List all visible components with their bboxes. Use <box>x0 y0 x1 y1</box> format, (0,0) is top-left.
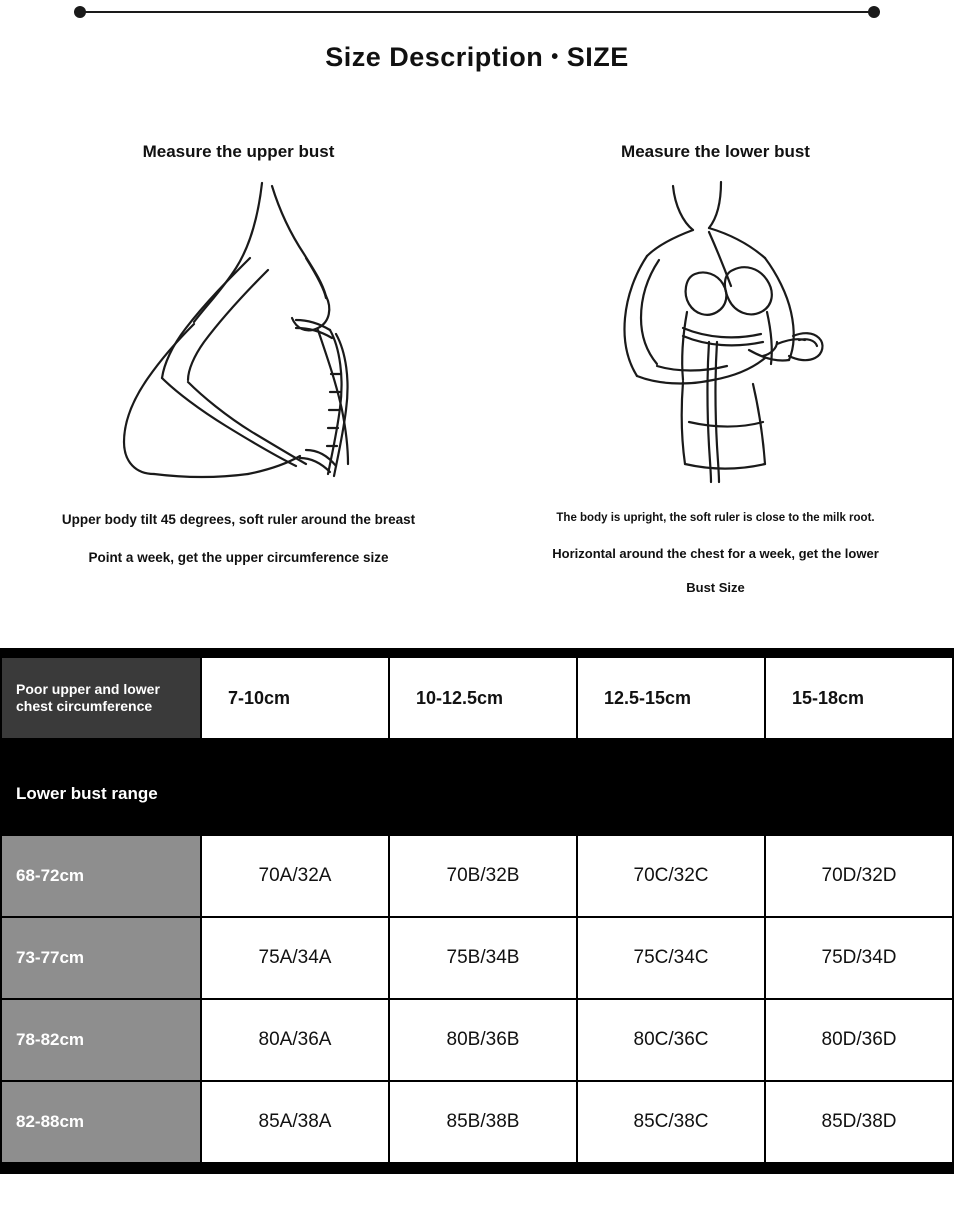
cell-range-3: 78-82cm <box>1 999 201 1081</box>
cell-difference-header: Poor upper and lower chest circumference <box>1 657 201 739</box>
cell-difference-value-3: 12.5-15cm <box>577 657 765 739</box>
size-table <box>0 656 954 1164</box>
divider-line <box>80 11 874 13</box>
lower-bust-measure-illustration <box>477 178 954 488</box>
cell-lower-bust-blank-4 <box>765 753 953 835</box>
spacer-cell-5 <box>765 739 953 753</box>
spacer-cell-3 <box>389 739 577 753</box>
cell-size-1-4: 70D/32D <box>765 835 953 917</box>
illustration-panels <box>0 130 954 620</box>
table-row-spacer <box>1 739 953 753</box>
cell-range-2: 73-77cm <box>1 917 201 999</box>
spacer-cell-4 <box>577 739 765 753</box>
cell-difference-value-1: 7-10cm <box>201 657 389 739</box>
cell-size-4-2: 85B/38B <box>389 1081 577 1163</box>
cell-lower-bust-blank-1 <box>201 753 389 835</box>
panel-lower-bust-caption-2: Horizontal around the chest for a week, get the lower <box>552 546 879 561</box>
panel-lower-bust-caption-3: Bust Size <box>686 580 745 595</box>
table-row <box>1 999 953 1081</box>
panel-upper-bust <box>0 130 477 620</box>
cell-size-4-3: 85C/38C <box>577 1081 765 1163</box>
cell-size-1-3: 70C/32C <box>577 835 765 917</box>
table-row <box>1 1081 953 1163</box>
panel-lower-bust-caption-1: The body is upright, the soft ruler is close to the milk root. <box>556 512 875 524</box>
panel-upper-bust-heading: Measure the upper bust <box>142 142 335 161</box>
top-divider <box>0 0 954 24</box>
spacer-cell-2 <box>201 739 389 753</box>
cell-size-2-1: 75A/34A <box>201 917 389 999</box>
divider-dot-right <box>868 6 880 18</box>
cell-size-4-1: 85A/38A <box>201 1081 389 1163</box>
cell-lower-bust-header: Lower bust range <box>1 753 201 835</box>
cell-size-2-3: 75C/34C <box>577 917 765 999</box>
cell-difference-value-2: 10-12.5cm <box>389 657 577 739</box>
page-title-sub: SIZE <box>566 42 629 72</box>
cell-size-3-3: 80C/36C <box>577 999 765 1081</box>
size-table-container <box>0 648 954 1174</box>
cell-difference-value-4: 15-18cm <box>765 657 953 739</box>
cell-size-3-4: 80D/36D <box>765 999 953 1081</box>
cell-size-1-2: 70B/32B <box>389 835 577 917</box>
cell-range-4: 82-88cm <box>1 1081 201 1163</box>
cell-size-4-4: 85D/38D <box>765 1081 953 1163</box>
upper-bust-measure-illustration <box>0 178 477 488</box>
page-title-separator: • <box>551 46 559 68</box>
spacer-cell-1 <box>1 739 201 753</box>
panel-upper-bust-caption-1: Upper body tilt 45 degrees, soft ruler around the breast <box>61 512 416 527</box>
page-title-main: Size Description <box>325 42 544 72</box>
table-row-difference <box>1 657 953 739</box>
panel-upper-bust-caption-2: Point a week, get the upper circumference size <box>88 550 389 565</box>
cell-size-2-2: 75B/34B <box>389 917 577 999</box>
panel-lower-bust-heading: Measure the lower bust <box>621 142 810 161</box>
page-title <box>0 42 954 73</box>
table-row <box>1 835 953 917</box>
table-row <box>1 917 953 999</box>
cell-size-2-4: 75D/34D <box>765 917 953 999</box>
panel-lower-bust <box>477 130 954 620</box>
cell-size-3-2: 80B/36B <box>389 999 577 1081</box>
table-row-lower-bust-header <box>1 753 953 835</box>
cell-range-1: 68-72cm <box>1 835 201 917</box>
cell-size-1-1: 70A/32A <box>201 835 389 917</box>
cell-lower-bust-blank-2 <box>389 753 577 835</box>
cell-size-3-1: 80A/36A <box>201 999 389 1081</box>
cell-lower-bust-blank-3 <box>577 753 765 835</box>
